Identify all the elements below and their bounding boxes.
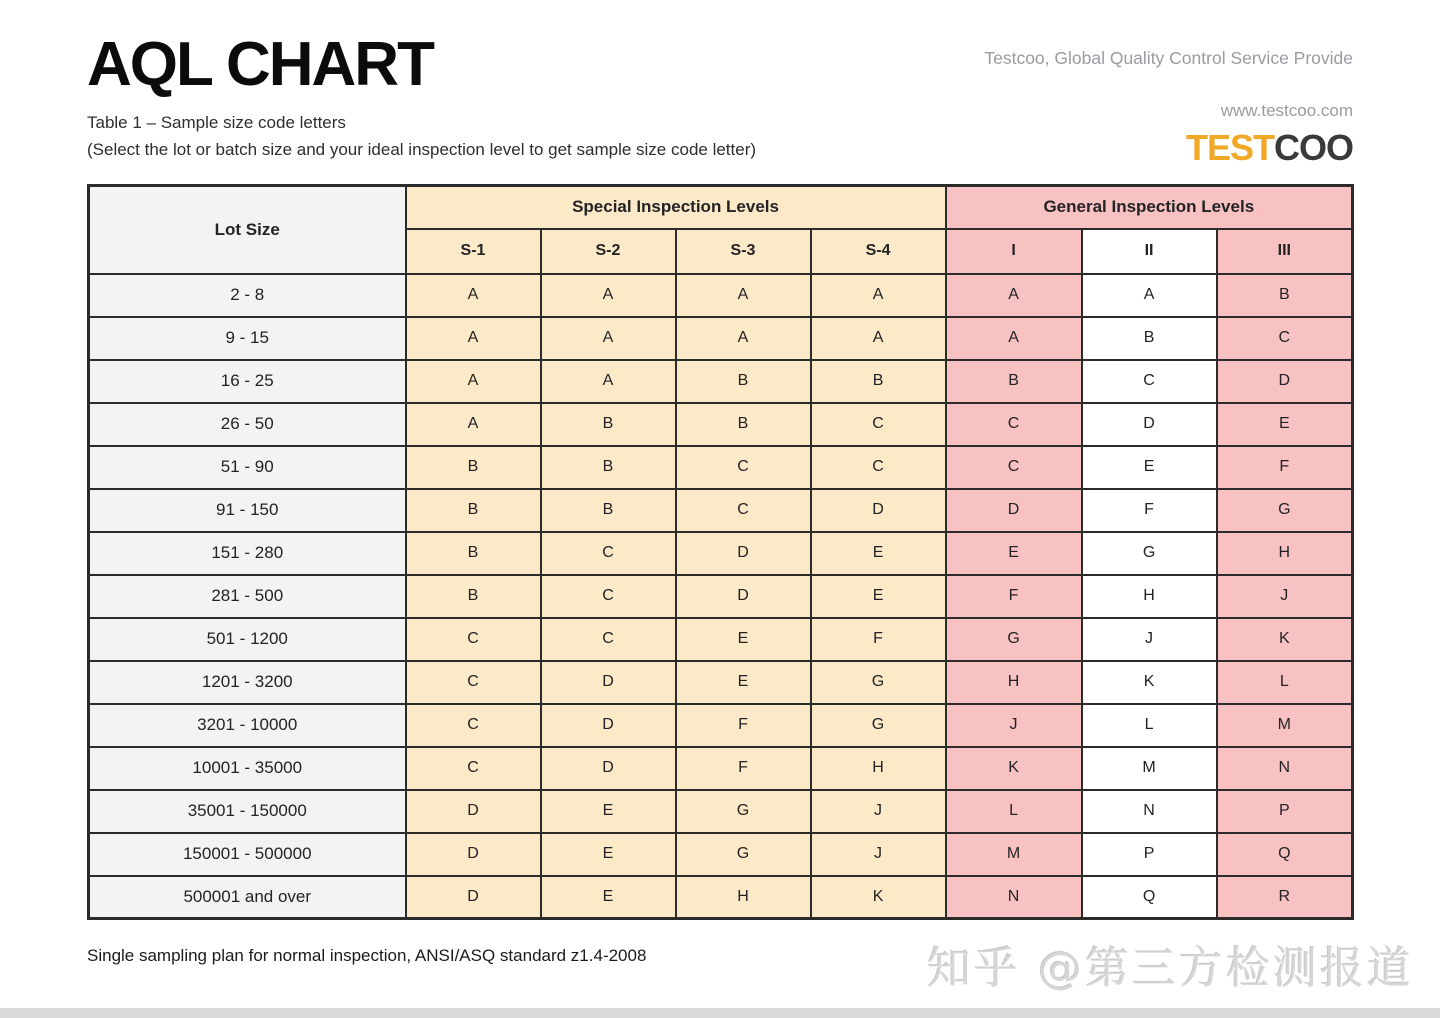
code-letter-cell: A — [1082, 274, 1217, 317]
table-instruction: (Select the lot or batch size and your ideal inspection level to get sample size code letter) — [87, 140, 757, 160]
logo-test-text: TEST — [1185, 127, 1274, 168]
code-letter-cell: K — [1217, 618, 1353, 661]
code-letter-cell: B — [676, 403, 811, 446]
general-levels-header: General Inspection Levels — [946, 186, 1353, 229]
code-letter-cell: E — [676, 618, 811, 661]
logo-coo-text: COO — [1273, 127, 1353, 168]
code-letter-cell: G — [1217, 489, 1353, 532]
lot-size-cell: 3201 - 10000 — [89, 704, 406, 747]
code-letter-cell: P — [1217, 790, 1353, 833]
table-row — [89, 532, 1353, 575]
code-letter-cell: F — [946, 575, 1082, 618]
col-header-iii: III — [1217, 229, 1353, 274]
table-row — [89, 403, 1353, 446]
code-letter-cell: L — [946, 790, 1082, 833]
code-letter-cell: A — [676, 274, 811, 317]
brand-website: www.testcoo.com — [1220, 101, 1353, 120]
bottom-strip — [0, 1008, 1440, 1018]
code-letter-cell: C — [406, 661, 541, 704]
code-letter-cell: A — [406, 360, 541, 403]
code-letter-cell: A — [406, 317, 541, 360]
code-letter-cell: C — [676, 489, 811, 532]
code-letter-cell: A — [541, 274, 676, 317]
group-header-row — [89, 186, 1353, 229]
table-row — [89, 833, 1353, 876]
code-letter-cell: M — [1217, 704, 1353, 747]
brand-logo — [984, 127, 1353, 168]
code-letter-cell: E — [541, 876, 676, 919]
code-letter-cell: B — [1217, 274, 1353, 317]
code-letter-cell: N — [1082, 790, 1217, 833]
code-letter-cell: A — [541, 317, 676, 360]
table-row — [89, 360, 1353, 403]
code-letter-cell: P — [1082, 833, 1217, 876]
code-letter-cell: H — [1082, 575, 1217, 618]
code-letter-cell: M — [1082, 747, 1217, 790]
code-letter-cell: L — [1217, 661, 1353, 704]
brand-block — [984, 32, 1353, 166]
code-letter-cell: D — [676, 575, 811, 618]
code-letter-cell: R — [1217, 876, 1353, 919]
table-row — [89, 446, 1353, 489]
code-letter-cell: B — [406, 532, 541, 575]
code-letter-cell: E — [811, 532, 946, 575]
code-letter-cell: C — [406, 618, 541, 661]
code-letter-cell: C — [811, 403, 946, 446]
code-letter-cell: C — [946, 446, 1082, 489]
code-letter-cell: F — [1217, 446, 1353, 489]
col-header-s-1: S-1 — [406, 229, 541, 274]
table-row — [89, 704, 1353, 747]
code-letter-cell: K — [811, 876, 946, 919]
lot-size-cell: 151 - 280 — [89, 532, 406, 575]
code-letter-cell: A — [541, 360, 676, 403]
lot-size-cell: 501 - 1200 — [89, 618, 406, 661]
code-letter-cell: A — [406, 403, 541, 446]
code-letter-cell: D — [1082, 403, 1217, 446]
code-letter-cell: C — [1217, 317, 1353, 360]
code-letter-cell: G — [676, 790, 811, 833]
lot-size-cell: 500001 and over — [89, 876, 406, 919]
code-letter-cell: D — [406, 833, 541, 876]
lot-size-cell: 2 - 8 — [89, 274, 406, 317]
lot-size-cell: 51 - 90 — [89, 446, 406, 489]
code-letter-cell: E — [676, 661, 811, 704]
code-letter-cell: H — [946, 661, 1082, 704]
lot-size-cell: 150001 - 500000 — [89, 833, 406, 876]
code-letter-cell: C — [406, 747, 541, 790]
code-letter-cell: D — [541, 747, 676, 790]
code-letter-cell: A — [946, 317, 1082, 360]
col-header-ii: II — [1082, 229, 1217, 274]
watermark: 知乎 @第三方检测报道 — [927, 943, 1414, 994]
lot-size-cell: 9 - 15 — [89, 317, 406, 360]
code-letter-cell: J — [1082, 618, 1217, 661]
code-letter-cell: B — [406, 575, 541, 618]
code-letter-cell: B — [676, 360, 811, 403]
code-letter-cell: G — [811, 661, 946, 704]
code-letter-cell: C — [406, 704, 541, 747]
code-letter-cell: Q — [1082, 876, 1217, 919]
code-letter-cell: F — [1082, 489, 1217, 532]
code-letter-cell: B — [1082, 317, 1217, 360]
code-letter-cell: C — [676, 446, 811, 489]
footnote: Single sampling plan for normal inspection, ANSI/ASQ standard z1.4-2008 — [87, 946, 647, 965]
code-letter-cell: D — [406, 876, 541, 919]
table-row — [89, 876, 1353, 919]
table-row — [89, 747, 1353, 790]
code-letter-cell: A — [811, 317, 946, 360]
lot-size-cell: 26 - 50 — [89, 403, 406, 446]
code-letter-cell: A — [676, 317, 811, 360]
code-letter-cell: N — [946, 876, 1082, 919]
code-letter-cell: F — [676, 704, 811, 747]
lot-size-cell: 10001 - 35000 — [89, 747, 406, 790]
table-row — [89, 575, 1353, 618]
code-letter-cell: B — [541, 489, 676, 532]
table-row — [89, 274, 1353, 317]
col-header-i: I — [946, 229, 1082, 274]
code-letter-cell: B — [541, 403, 676, 446]
lot-size-cell: 91 - 150 — [89, 489, 406, 532]
code-letter-cell: E — [541, 790, 676, 833]
code-letter-cell: J — [1217, 575, 1353, 618]
code-letter-cell: C — [541, 618, 676, 661]
code-letter-cell: C — [946, 403, 1082, 446]
code-letter-cell: D — [541, 661, 676, 704]
col-header-s-4: S-4 — [811, 229, 946, 274]
code-letter-cell: M — [946, 833, 1082, 876]
code-letter-cell: J — [811, 790, 946, 833]
title-block — [87, 32, 756, 160]
code-letter-cell: F — [676, 747, 811, 790]
code-letter-cell: B — [811, 360, 946, 403]
code-letter-cell: G — [1082, 532, 1217, 575]
table-caption: Table 1 – Sample size code letters — [87, 113, 346, 133]
table-row — [89, 317, 1353, 360]
col-header-s-3: S-3 — [676, 229, 811, 274]
code-letter-cell: D — [406, 790, 541, 833]
code-letter-cell: D — [676, 532, 811, 575]
table-row — [89, 790, 1353, 833]
code-letter-cell: D — [1217, 360, 1353, 403]
code-letter-cell: B — [406, 489, 541, 532]
lot-size-cell: 1201 - 3200 — [89, 661, 406, 704]
brand-tagline: Testcoo, Global Quality Control Service Provide — [984, 48, 1353, 68]
code-letter-cell: C — [811, 446, 946, 489]
code-letter-cell: K — [1082, 661, 1217, 704]
code-letter-cell: B — [946, 360, 1082, 403]
table-row — [89, 489, 1353, 532]
code-letter-cell: E — [1217, 403, 1353, 446]
code-letter-cell: E — [811, 575, 946, 618]
code-letter-cell: C — [541, 532, 676, 575]
lot-size-cell: 281 - 500 — [89, 575, 406, 618]
col-header-s-2: S-2 — [541, 229, 676, 274]
code-letter-cell: C — [541, 575, 676, 618]
lot-size-cell: 16 - 25 — [89, 360, 406, 403]
code-letter-cell: D — [946, 489, 1082, 532]
code-letter-cell: N — [1217, 747, 1353, 790]
code-letter-cell: H — [1217, 532, 1353, 575]
code-letter-cell: J — [811, 833, 946, 876]
code-letter-cell: J — [946, 704, 1082, 747]
code-letter-cell: B — [406, 446, 541, 489]
code-letter-cell: G — [676, 833, 811, 876]
lot-size-cell: 35001 - 150000 — [89, 790, 406, 833]
code-letter-cell: B — [541, 446, 676, 489]
code-letter-cell: H — [811, 747, 946, 790]
table-row — [89, 661, 1353, 704]
code-letter-cell: C — [1082, 360, 1217, 403]
page-header — [0, 0, 1440, 166]
code-letter-cell: E — [1082, 446, 1217, 489]
code-letter-cell: D — [811, 489, 946, 532]
code-letter-cell: A — [811, 274, 946, 317]
code-letter-cell: F — [811, 618, 946, 661]
page-title: AQL CHART — [87, 30, 433, 99]
code-letter-cell: A — [406, 274, 541, 317]
special-levels-header: Special Inspection Levels — [406, 186, 946, 229]
aql-sample-size-table — [87, 184, 1354, 920]
code-letter-cell: Q — [1217, 833, 1353, 876]
code-letter-cell: L — [1082, 704, 1217, 747]
code-letter-cell: H — [676, 876, 811, 919]
table-row — [89, 618, 1353, 661]
code-letter-cell: E — [946, 532, 1082, 575]
code-letter-cell: D — [541, 704, 676, 747]
code-letter-cell: A — [946, 274, 1082, 317]
code-letter-cell: K — [946, 747, 1082, 790]
code-letter-cell: G — [946, 618, 1082, 661]
code-letter-cell: E — [541, 833, 676, 876]
lot-size-header: Lot Size — [89, 186, 406, 274]
code-letter-cell: G — [811, 704, 946, 747]
